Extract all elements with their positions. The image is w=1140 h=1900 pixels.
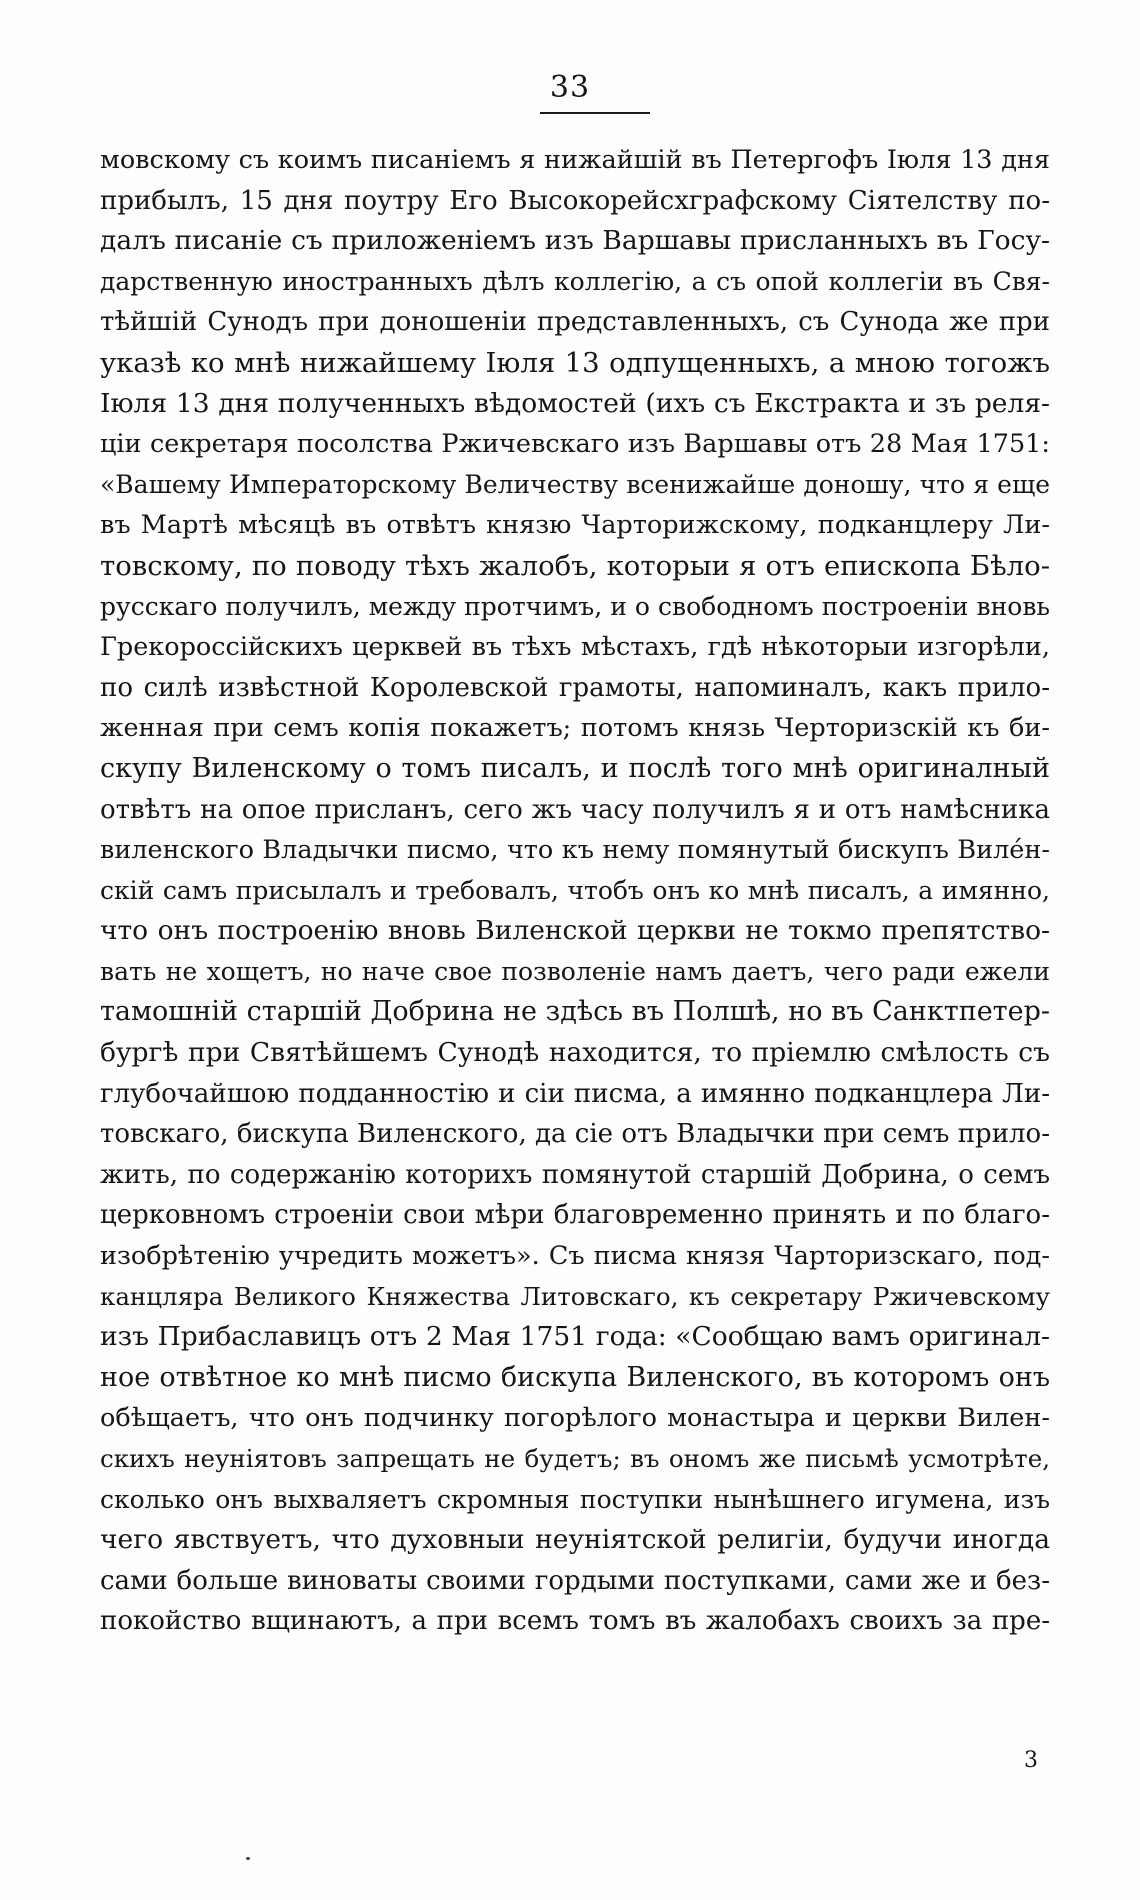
text-line: изобрѣтенію учредить можетъ». Съ писма князя Чарторизскаго, под-	[100, 1241, 1050, 1272]
text-line: товскому, по поводу тѣхъ жалобъ, которыи я отъ епископа Бѣло-	[100, 549, 1050, 582]
signature-mark: 3	[1024, 1748, 1038, 1773]
body-text	[100, 140, 1050, 1642]
text-line: далъ писаніе съ приложеніемъ изъ Варшавы присланныхъ въ Госу-	[100, 225, 1050, 257]
text-line: скій самъ присылалъ и требовалъ, чтобъ онъ ко мнѣ писалъ, а имянно,	[100, 875, 1050, 905]
paper-speck	[246, 1857, 250, 1860]
text-line: тѣйшій Сунодъ при доношеніи представленныхъ, съ Сунода же при	[100, 307, 1050, 338]
text-line: указѣ ко мнѣ нижайшему Іюля 13 одпущенныхъ, а мною тогожъ	[100, 346, 1050, 379]
page-number-rule	[540, 112, 650, 114]
text-line: виленского Владычки писмо, что къ нему помянутый бискупъ Виле́н-	[100, 835, 1050, 866]
text-line: мовскому съ коимъ писаніемъ я нижайшій въ Петергофъ Іюля 13 дня	[100, 145, 1050, 175]
text-line: жить, по содержанію которихъ помянутой старшій Добрина, о семъ	[100, 1159, 1050, 1190]
text-line: вать не хощетъ, но наче свое позволеніе намъ даетъ, чего ради ежели	[100, 956, 1050, 986]
text-line: изъ Прибаславицъ отъ 2 Мая 1751 года: «Сообщаю вамъ оригинал-	[100, 1321, 1050, 1353]
text-line: русскаго получилъ, между протчимъ, и о свободномъ построеніи вновь	[100, 591, 1050, 621]
text-line: бургѣ при Святѣйшемъ Сунодѣ находится, то пріемлю смѣлость съ	[100, 1037, 1050, 1069]
text-line: дарственную иностранныхъ дѣлъ коллегію, а съ опой коллегіи въ Свя-	[100, 266, 1050, 296]
text-line: ціи секретаря посолства Ржичевскаго изъ Варшавы отъ 28 Мая 1751:	[100, 429, 1050, 460]
text-line: по силѣ извѣстной Королевской грамоты, напоминалъ, какъ прило-	[100, 672, 1050, 703]
text-line: канцляра Великого Княжества Литовскаго, къ секретару Ржичевскому	[100, 1281, 1050, 1311]
text-line: глубочайшою подданностію и сіи писма, а имянно подканцлера Ли-	[100, 1078, 1050, 1109]
text-line: отвѣтъ на опое присланъ, сего жъ часу получилъ я и отъ намѣсника	[100, 794, 1050, 825]
text-line: товскаго, бискупа Виленского, да сіе отъ Владычки при семъ прило-	[100, 1119, 1050, 1150]
text-line: въ Мартѣ мѣсяцѣ въ отвѣтъ князю Чарторижскому, подканцлеру Ли-	[100, 510, 1050, 541]
text-line: ное отвѣтное ко мнѣ писмо бискупа Виленского, въ которомъ онъ	[100, 1361, 1050, 1393]
page-number: 33	[549, 70, 591, 105]
text-line: тамошній старшій Добрина не здѣсь въ Полшѣ, но въ Санктпетер-	[100, 996, 1050, 1028]
text-line: чего явствуетъ, что духовныи неуніятской религіи, будучи иногда	[100, 1524, 1050, 1556]
text-line: скупу Виленскому о томъ писалъ, и послѣ того мнѣ оригиналный	[100, 752, 1050, 784]
text-line: церковномъ строеніи свои мѣри благовременно принять и по благо-	[100, 1200, 1050, 1231]
text-line: женная при семъ копія покажетъ; потомъ князь Черторизскій къ би-	[100, 713, 1050, 744]
text-line: сами больше виноваты своими гордыми поступками, сами же и без-	[100, 1565, 1050, 1596]
text-line: прибылъ, 15 дня поутру Его Высокорейсхграфскому Сіятелству по-	[100, 185, 1050, 216]
text-line: «Вашему Императорскому Величеству всенижайше доношу, что я еще	[100, 469, 1050, 499]
text-line: скихъ неуніятовъ запрещать не будетъ; въ ономъ же письмѣ усмотрѣте,	[100, 1444, 1050, 1473]
text-line: что онъ построенію вновь Виленской церкви не токмо препятство-	[100, 915, 1050, 947]
text-line: Грекороссійскихъ церквей въ тѣхъ мѣстахъ, гдѣ нѣкоторыи изгорѣли,	[100, 632, 1050, 663]
text-line: покойство вщинаютъ, а при всемъ томъ въ жалобахъ своихъ за пре-	[100, 1606, 1050, 1637]
text-line: Іюля 13 дня полученныхъ вѣдомостей (ихъ съ Екстракта и зъ реля-	[100, 387, 1050, 419]
text-line: сколько онъ выхваляетъ скромныя поступки нынѣшнего игумена, изъ	[100, 1484, 1050, 1514]
text-line: обѣщаетъ, что онъ подчинку погорѣлого монастыра и церкви Вилен-	[100, 1403, 1050, 1434]
